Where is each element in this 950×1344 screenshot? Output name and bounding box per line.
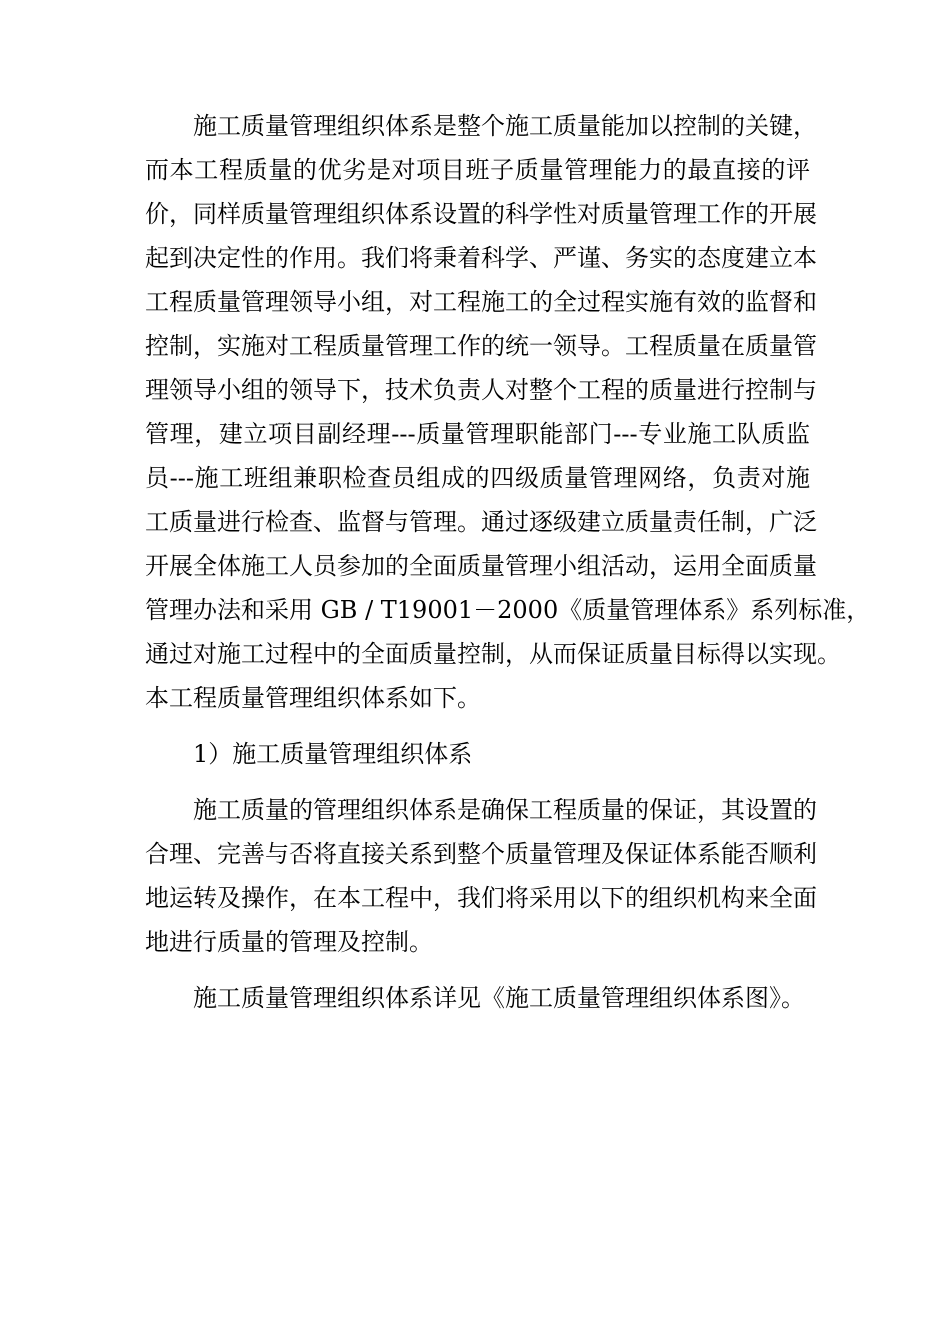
paragraph-quality-system-intro (145, 104, 871, 720)
text-line: 员---施工班组兼职检查员组成的四级质量管理网络，负责对施 (145, 464, 810, 492)
text-line: 起到决定性的作用。我们将秉着科学、严谨、务实的态度建立本 (145, 244, 817, 272)
paragraph-organization-system (145, 788, 817, 964)
text-line: 而本工程质量的优劣是对项目班子质量管理能力的最直接的评 (145, 156, 810, 184)
paragraph-spacer (145, 964, 810, 976)
paragraph-see-diagram (145, 976, 810, 1020)
paragraph-spacer (145, 720, 810, 732)
text-line: 管理，建立项目副经理---质量管理职能部门---专业施工队质监 (145, 420, 810, 448)
text-line: 合理、完善与否将直接关系到整个质量管理及保证体系能否顺利 (145, 840, 817, 868)
text-line: 通过对施工过程中的全面质量控制，从而保证质量目标得以实现。 (145, 640, 841, 668)
text-line: 施工质量的管理组织体系是确保工程质量的保证，其设置的 (193, 796, 817, 824)
section-heading (145, 732, 810, 776)
text-line: 地进行质量的管理及控制。 (145, 928, 433, 956)
text-line: 理领导小组的领导下，技术负责人对整个工程的质量进行控制与 (145, 376, 817, 404)
text-line: 地运转及操作，在本工程中，我们将采用以下的组织机构来全面 (145, 884, 817, 912)
text-line: 控制，实施对工程质量管理工作的统一领导。工程质量在质量管 (145, 332, 817, 360)
paragraph-spacer (145, 776, 810, 788)
text-line: 本工程质量管理组织体系如下。 (145, 684, 481, 712)
text-line: 开展全体施工人员参加的全面质量管理小组活动，运用全面质量 (145, 552, 817, 580)
heading-text: 1）施工质量管理组织体系 (193, 740, 473, 768)
text-line: 施工质量管理组织体系详见《施工质量管理组织体系图》。 (193, 984, 805, 1012)
document-body (145, 104, 871, 1020)
text-line: 工质量进行检查、监督与管理。通过逐级建立质量责任制，广泛 (145, 508, 817, 536)
text-line: 工程质量管理领导小组，对工程施工的全过程实施有效的监督和 (145, 288, 817, 316)
text-line: 施工质量管理组织体系是整个施工质量能加以控制的关键， (193, 112, 817, 140)
text-line: 价，同样质量管理组织体系设置的科学性对质量管理工作的开展 (145, 200, 817, 228)
text-line: 管理办法和采用 GB / T19001－2000《质量管理体系》系列标准， (145, 596, 871, 624)
